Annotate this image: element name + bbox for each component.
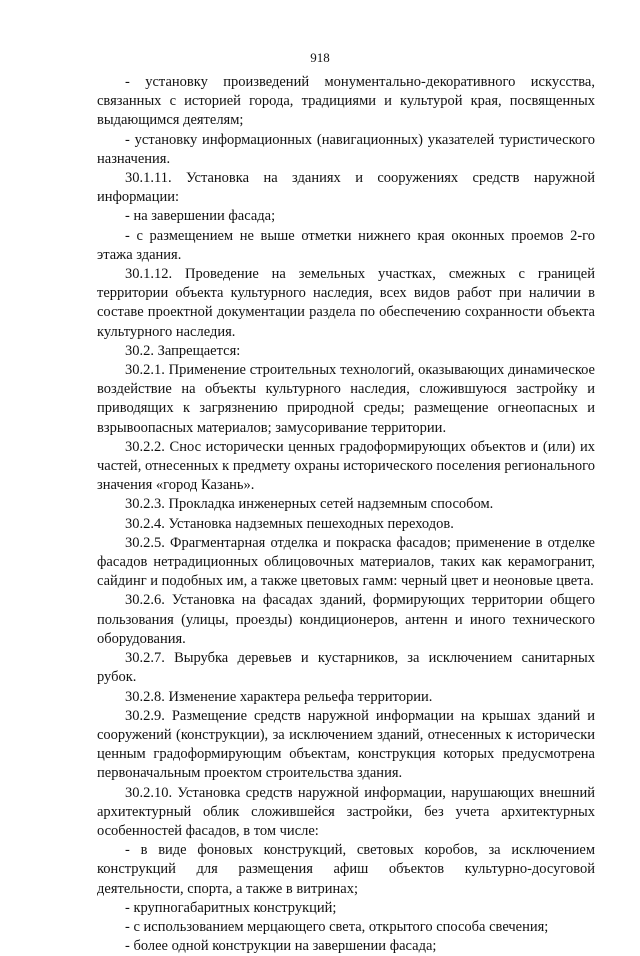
paragraph-window-level: - с размещением не выше отметки нижнего края оконных проемов 2-го этажа здания.: [97, 227, 595, 263]
paragraph-facade-top: - на завершении фасада;: [125, 208, 276, 225]
paragraph-30-2-7: 30.2.7. Вырубка деревьев и кустарников, за исключением санитарных рубок.: [97, 650, 595, 686]
paragraph-30-2-10: 30.2.10. Установка средств наружной информации, нарушающих внешний архитектурный облик сложившейся застройки, без учета архитектурных особенностей фасадов, в том числе:: [97, 784, 595, 839]
paragraph-30-2-3: 30.2.3. Прокладка инженерных сетей надземным способом.: [125, 496, 494, 513]
paragraph-30-2-1: 30.2.1. Применение строительных технологий, оказывающих динамическое воздействие на объекты культурного наследия, сложившуюся застройку и приводящих к загрязнению природной среды; размещение огнеопасных и взрывоопасных материалов; замусоривание территории.: [97, 362, 595, 436]
paragraph-30-2-5: 30.2.5. Фрагментарная отделка и покраска фасадов; применение в отделке фасадов нетрадиционных облицовочных материалов, таких как керамогранит, сайдинг и подобных им, а также цветовых гамм: черный цвет и неоновые цвета.: [97, 534, 595, 590]
paragraph-background-structures: - в виде фоновых конструкций, световых коробов, за исключением конструкций для размещения афиш объектов культурно-досуговой деятельности, спорта, а также в витринах;: [97, 842, 595, 897]
paragraph-30-1-12: 30.1.12. Проведение на земельных участках, смежных с границей территории объекта культурного наследия, всех видов работ при наличии в составе проектной документации раздела по обеспечению сохранности объекта культурного наследия.: [97, 266, 595, 340]
paragraph-30-2: 30.2. Запрещается:: [125, 342, 241, 359]
paragraph-30-2-6: 30.2.6. Установка на фасадах зданий, формирующих территории общего пользования (улицы, проезды) кондиционеров, антенн и иного технического оборудования.: [97, 592, 595, 647]
paragraph-navigation-signs: - установку информационных (навигационных) указателей туристического назначения.: [97, 131, 595, 167]
paragraph-monument-installation: - установку произведений монументально-декоративного искусства, связанных с историей города, традициями и культурой края, посвященных выдающимся деятелям;: [97, 74, 595, 129]
paragraph-30-2-8: 30.2.8. Изменение характера рельефа территории.: [125, 688, 433, 705]
paragraph-30-2-9: 30.2.9. Размещение средств наружной информации на крышах зданий и сооружений (конструкции), за исключением зданий, отнесенных к исторически ценным градоформирующим объектам, конструкция которых предусмотрена первоначальным проектом строительства здания.: [97, 707, 595, 782]
paragraph-30-1-11: 30.1.11. Установка на зданиях и сооружениях средств наружной информации:: [97, 170, 595, 206]
page-number: 918: [310, 50, 330, 65]
paragraph-more-than-one: - более одной конструкции на завершении фасада;: [125, 938, 437, 955]
paragraph-30-2-4: 30.2.4. Установка надземных пешеходных переходов.: [125, 515, 454, 532]
paragraph-large-structures: - крупногабаритных конструкций;: [125, 899, 337, 916]
paragraph-30-2-2: 30.2.2. Снос исторически ценных градоформирующих объектов и (или) их частей, отнесенных к предмету охраны исторического поселения регионального значения «город Казань».: [97, 438, 595, 494]
document-body: [97, 73, 595, 956]
paragraph-flickering-light: - с использованием мерцающего света, открытого способа свечения;: [125, 918, 549, 935]
